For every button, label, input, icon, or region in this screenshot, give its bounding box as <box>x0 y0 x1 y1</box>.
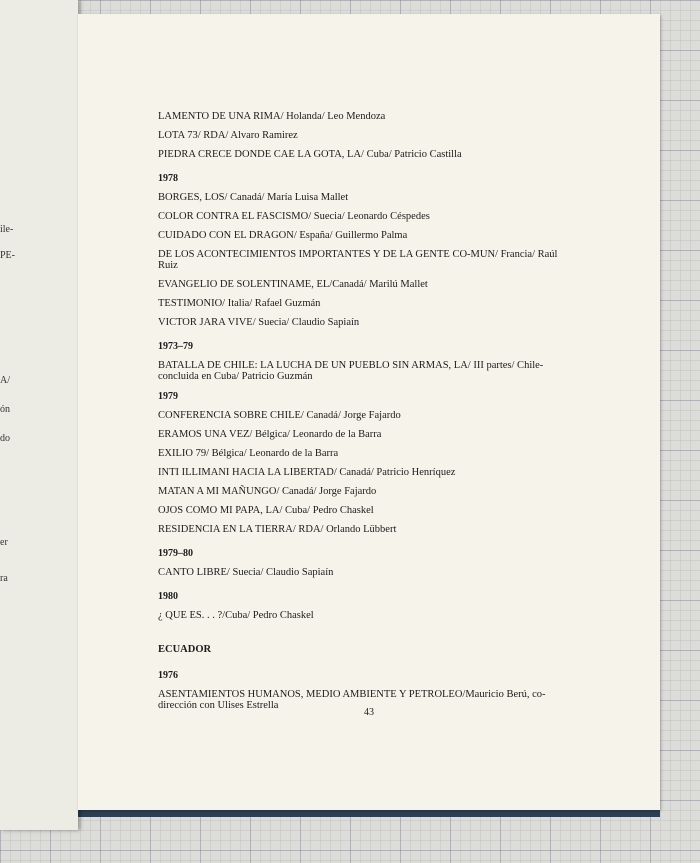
film-entry: LAMENTO DE UNA RIMA/ Holanda/ Leo Mendoza <box>158 111 386 122</box>
film-entry: ¿ QUE ES. . . ?/Cuba/ Pedro Chaskel <box>158 610 314 621</box>
facing-page-fragment: PE- <box>0 250 15 261</box>
facing-page-fragment: er <box>0 537 8 548</box>
film-entry: OJOS COMO MI PAPA, LA/ Cuba/ Pedro Chaskel <box>158 505 374 516</box>
facing-page-fragment: A/ <box>0 375 10 386</box>
facing-page-fragment: ón <box>0 404 10 415</box>
film-entry: EXILIO 79/ Bélgica/ Leonardo de la Barra <box>158 448 339 459</box>
year-heading: 1980 <box>158 591 178 602</box>
facing-page-fragment: do <box>0 433 10 444</box>
year-heading: 1979 <box>158 391 178 402</box>
year-heading: 1973–79 <box>158 341 193 352</box>
page-number: 43 <box>364 707 374 718</box>
film-entry: VICTOR JARA VIVE/ Suecia/ Claudio Sapiaín <box>158 317 360 328</box>
film-entry: RESIDENCIA EN LA TIERRA/ RDA/ Orlando Lübbert <box>158 524 397 535</box>
country-heading: ECUADOR <box>158 644 212 655</box>
filmography-list <box>158 107 558 715</box>
facing-page-fragment: ile- <box>0 224 14 235</box>
year-heading: 1978 <box>158 173 178 184</box>
film-entry: COLOR CONTRA EL FASCISMO/ Suecia/ Leonardo Céspedes <box>158 211 430 222</box>
film-entry: TESTIMONIO/ Italia/ Rafael Guzmán <box>158 298 321 309</box>
facing-page <box>0 0 78 830</box>
film-entry: LOTA 73/ RDA/ Alvaro Ramirez <box>158 130 298 141</box>
year-heading: 1979–80 <box>158 548 193 559</box>
film-entry: ASENTAMIENTOS HUMANOS, MEDIO AMBIENTE Y PETROLEO/Mauricio Berú, co-dirección con Ulises Estrella <box>158 689 546 711</box>
film-entry: BORGES, LOS/ Canadá/ María Luisa Mallet <box>158 192 349 203</box>
year-heading: 1976 <box>158 670 178 681</box>
document-page <box>78 14 660 810</box>
film-entry: PIEDRA CRECE DONDE CAE LA GOTA, LA/ Cuba/ Patricio Castilla <box>158 149 462 160</box>
film-entry: ERAMOS UNA VEZ/ Bélgica/ Leonardo de la Barra <box>158 429 382 440</box>
film-entry: CONFERENCIA SOBRE CHILE/ Canadá/ Jorge Fajardo <box>158 410 401 421</box>
film-entry: INTI ILLIMANI HACIA LA LIBERTAD/ Canadá/ Patricio Henríquez <box>158 467 456 478</box>
film-entry: BATALLA DE CHILE: LA LUCHA DE UN PUEBLO SIN ARMAS, LA/ III partes/ Chile-concluida en Cuba/ Patricio Guzmán <box>158 360 544 382</box>
film-entry: EVANGELIO DE SOLENTINAME, EL/Canadá/ Marilú Mallet <box>158 279 428 290</box>
facing-page-fragment: ra <box>0 573 8 584</box>
film-entry: DE LOS ACONTECIMIENTOS IMPORTANTES Y DE LA GENTE CO-MUN/ Francia/ Raúl Ruiz <box>158 249 558 271</box>
film-entry: CANTO LIBRE/ Suecia/ Claudio Sapiaín <box>158 567 334 578</box>
film-entry: MATAN A MI MAÑUNGO/ Canadá/ Jorge Fajardo <box>158 486 377 497</box>
film-entry: CUIDADO CON EL DRAGON/ España/ Guillermo Palma <box>158 230 408 241</box>
